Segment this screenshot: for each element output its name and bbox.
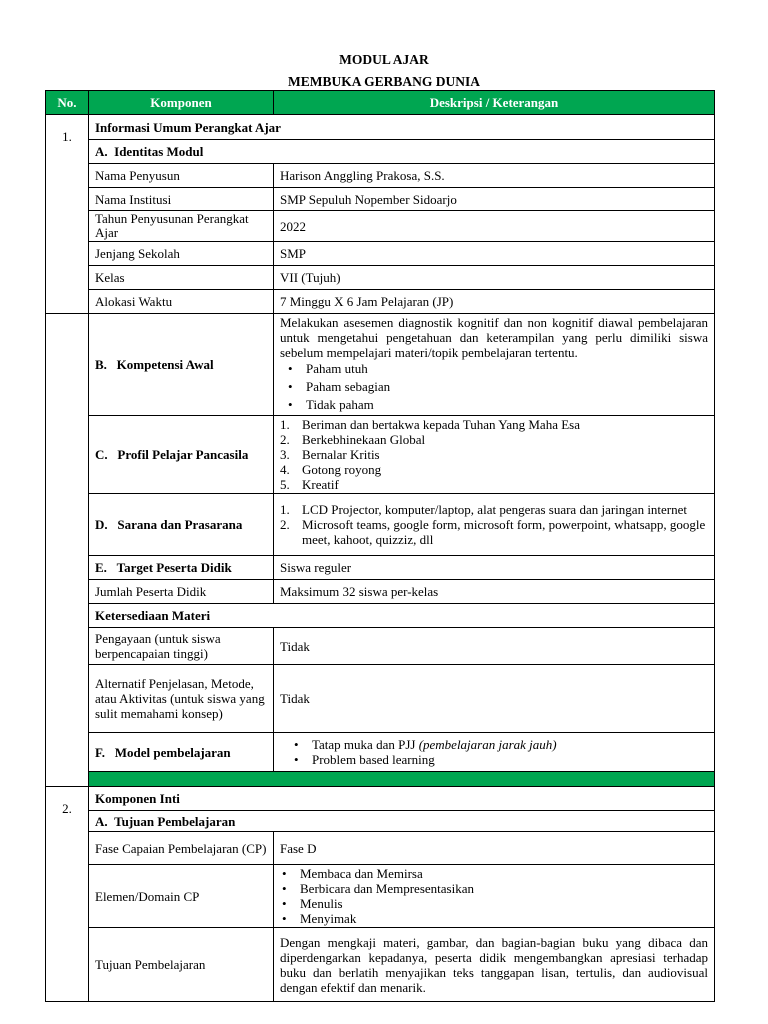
list-item: • Membaca dan Memirsa [282,866,708,881]
section-heading: Komponen Inti [89,787,715,811]
row-value: Tidak [274,665,715,733]
model-list [280,737,708,767]
section-number: 2. [46,787,89,1002]
table-row [46,115,715,140]
list-text: Beriman dan bertakwa kepada Tuhan Yang Maha Esa [302,417,580,432]
list-item: • Problem based learning [294,752,708,767]
list-number: 1. [280,417,290,432]
list-text: Kreatif [302,477,339,492]
table-row [46,164,715,188]
section-number: 1. [46,115,89,314]
document-subtitle: MEMBUKA GERBANG DUNIA [287,74,480,89]
list-item [294,737,708,752]
table-row [46,266,715,290]
modul-table [45,90,715,1002]
table-row [46,242,715,266]
ketersediaan-heading: Ketersediaan Materi [89,604,715,628]
list-item [280,462,708,477]
row-label: Jenjang Sekolah [89,242,274,266]
list-number: 3. [280,447,290,462]
row-value: Tidak [274,628,715,665]
tujuan-text: Dengan mengkaji materi, gambar, dan bagian-bagian buku yang dibaca dan diperdengarkan kepadanya, peserta didik mengembangkan apresiasi terhadap buku dan berlatih menyajikan teks tanggapan lisan, tertulis, dan audiovisual dengan efektif dan menarik. [274,928,715,1002]
table-row [46,811,715,832]
jumlah-label: Jumlah Peserta Didik [89,580,274,604]
header-deskripsi: Deskripsi / Keterangan [274,91,715,115]
row-label: Nama Penyusun [89,164,274,188]
row-value: 7 Minggu X 6 Jam Pelajaran (JP) [274,290,715,314]
table-row [46,140,715,164]
row-label: Tahun Penyusunan Perangkat Ajar [89,211,274,242]
table-row [46,604,715,628]
header-komponen: Komponen [89,91,274,115]
sarana-list [280,502,708,547]
list-text: LCD Projector, komputer/laptop, alat pengeras suara dan jaringan internet [302,502,688,517]
tujuan-label: Tujuan Pembelajaran [89,928,274,1002]
table-row [46,211,715,242]
header-no: No. [46,91,89,115]
list-item: • Berbicara dan Mempresentasikan [282,881,708,896]
target-value: Siswa reguler [274,556,715,580]
table-row [46,733,715,772]
table-header-row [46,91,715,115]
kompetensi-list [280,360,708,414]
row-label: Nama Institusi [89,188,274,211]
profil-list [280,417,708,492]
list-text: Microsoft teams, google form, microsoft form, powerpoint, whatsapp, google meet, kahoot, quizziz, dll [302,517,706,547]
list-number: 4. [280,462,290,477]
table-row [46,628,715,665]
kompetensi-text: Melakukan asesemen diagnostik kognitif dan non kognitif diawal pembelajaran untuk mengetahui pengetahuan dan keterampilan yang perlu dimiliki siswa sebelum mempelajari materi/topik pembelajaran tertentu. [280,315,708,360]
list-item: • Menyimak [282,911,708,926]
list-text: Bernalar Kritis [302,447,380,462]
list-item [280,477,708,492]
sarana-cell [274,494,715,556]
list-text: Gotong royong [302,462,382,477]
row-label: Pengayaan (untuk siswa berpencapaian tinggi) [89,628,274,665]
subsection-heading: A. Identitas Modul [89,140,715,164]
row-value: SMP [274,242,715,266]
target-label: E. Target Peserta Didik [89,556,274,580]
document-title: MODUL AJAR [339,52,429,67]
profil-label: C. Profil Pelajar Pancasila [89,416,274,494]
fase-label: Fase Capaian Pembelajaran (CP) [89,832,274,865]
sarana-label: D. Sarana dan Prasarana [89,494,274,556]
list-item [280,517,708,547]
kompetensi-cell [274,314,715,416]
model-label: F. Model pembelajaran [89,733,274,772]
elemen-cell [274,865,715,928]
list-number: 1. [280,502,290,517]
list-item [280,502,708,517]
table-row [46,556,715,580]
list-text: Berkebhinekaan Global [302,432,426,447]
fase-value: Fase D [274,832,715,865]
elemen-label: Elemen/Domain CP [89,865,274,928]
jumlah-value: Maksimum 32 siswa per-kelas [274,580,715,604]
elemen-list [280,866,708,926]
list-text-italic: (pembelajaran jarak jauh) [418,737,557,752]
list-item: • Paham sebagian [288,378,708,396]
section-number-empty [46,314,89,787]
row-label: Alternatif Penjelasan, Metode, atau Aktivitas (untuk siswa yang sulit memahami konsep) [89,665,274,733]
table-row [46,832,715,865]
list-number: 5. [280,477,290,492]
list-number: 2. [280,517,290,532]
table-row [46,928,715,1002]
green-separator [89,772,715,787]
table-row [46,416,715,494]
model-cell [274,733,715,772]
table-row [46,787,715,811]
subsection-heading: A. Tujuan Pembelajaran [89,811,715,832]
list-item [280,447,708,462]
list-item [280,432,708,447]
section-heading: Informasi Umum Perangkat Ajar [89,115,715,140]
row-value: VII (Tujuh) [274,266,715,290]
table-row [46,865,715,928]
row-value: 2022 [274,211,715,242]
table-row [46,290,715,314]
table-row [46,314,715,416]
profil-cell [274,416,715,494]
row-value: SMP Sepuluh Nopember Sidoarjo [274,188,715,211]
green-separator-row [46,772,715,787]
table-row [46,580,715,604]
list-number: 2. [280,432,290,447]
table-row [46,665,715,733]
list-item: • Tidak paham [288,396,708,414]
row-value: Harison Anggling Prakosa, S.S. [274,164,715,188]
list-item: • Menulis [282,896,708,911]
list-item [280,417,708,432]
kompetensi-label: B. Kompetensi Awal [89,314,274,416]
row-label: Alokasi Waktu [89,290,274,314]
row-label: Kelas [89,266,274,290]
list-text: Tatap muka dan PJJ [312,737,419,752]
table-row [46,494,715,556]
list-item: • Paham utuh [288,360,708,378]
table-row [46,188,715,211]
